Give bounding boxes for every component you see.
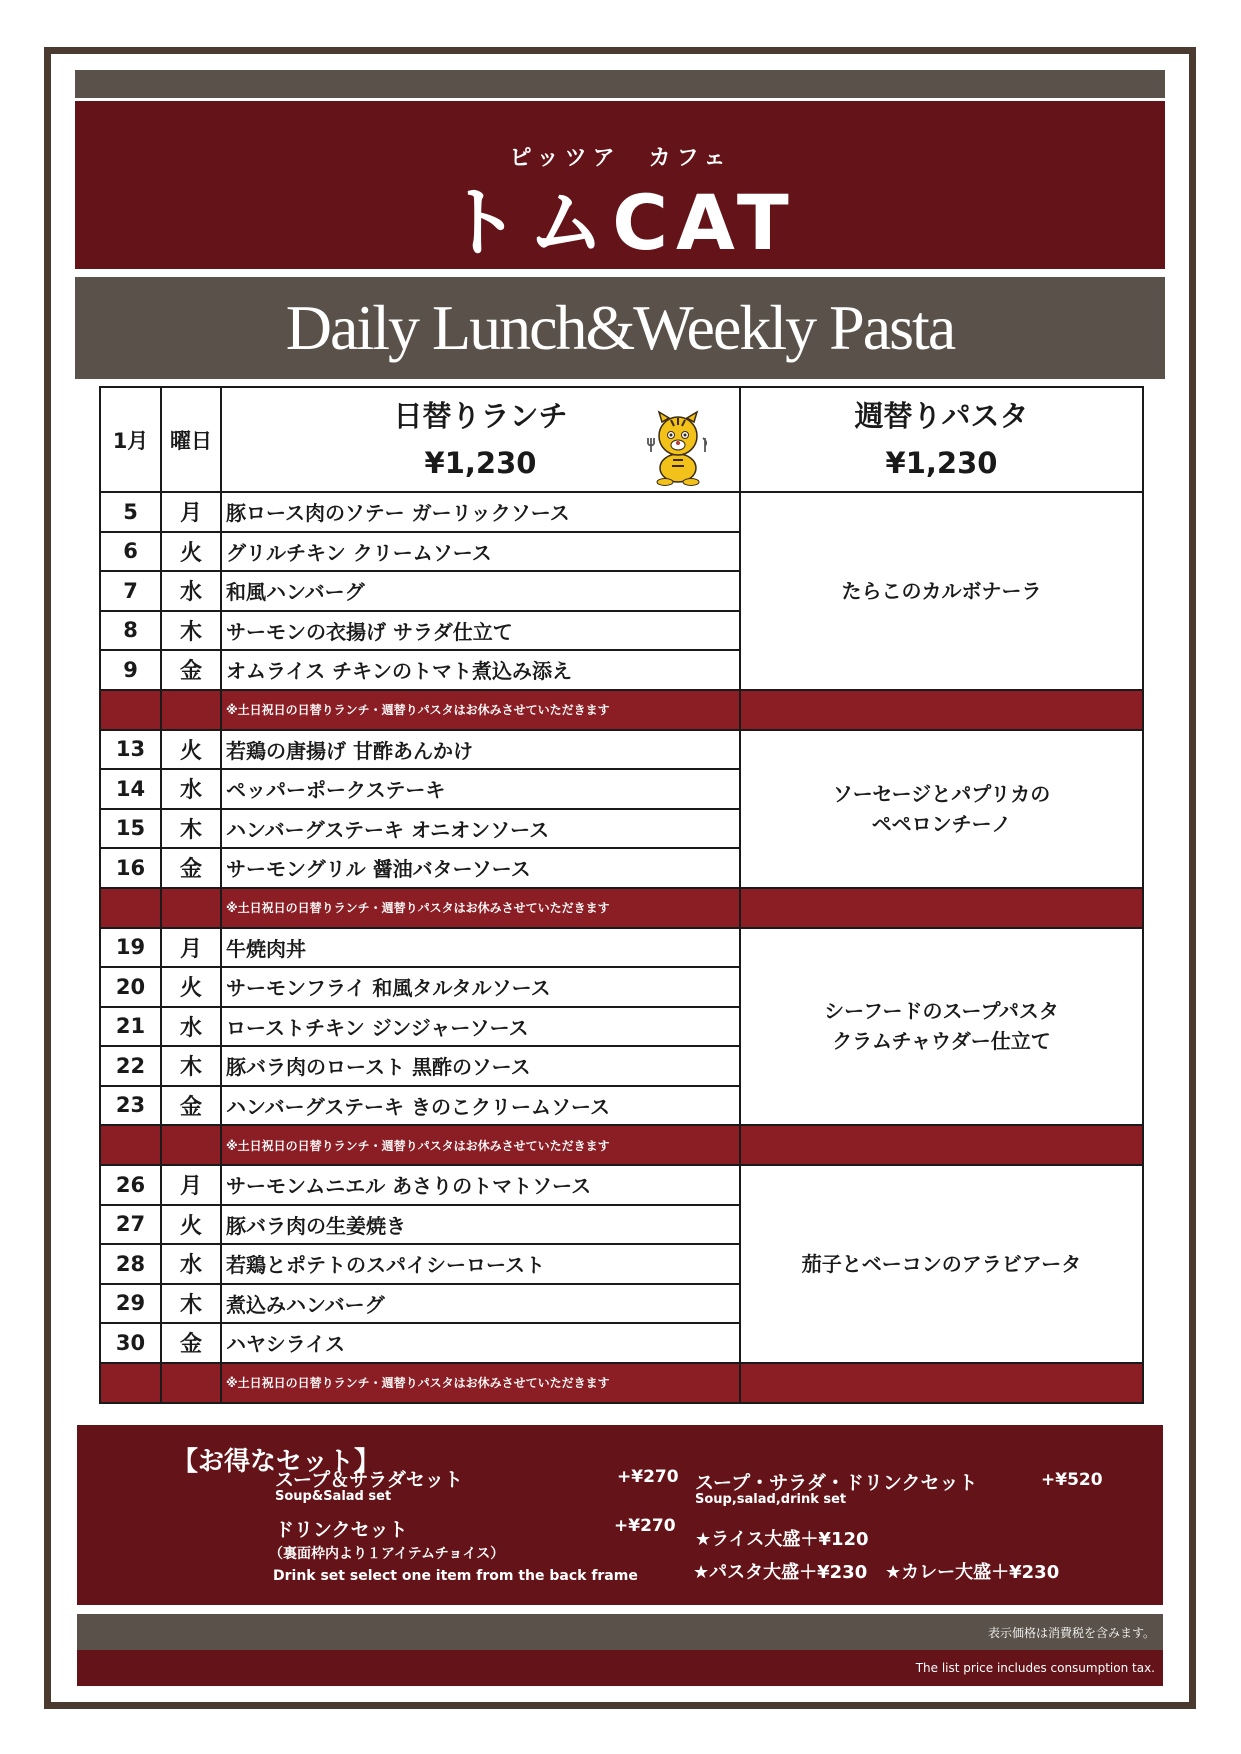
day-number: 9: [100, 650, 161, 690]
lunch-dish: ハンバーグステーキ きのこクリームソース: [221, 1086, 740, 1126]
day-number: 14: [100, 769, 161, 809]
shop-subtitle: ピッツア カフェ: [509, 146, 732, 171]
weekday: 水: [161, 1007, 221, 1047]
weekday: 火: [161, 967, 221, 1007]
weekday: 月: [161, 492, 221, 532]
pasta-header: [740, 387, 1143, 492]
closed-note: ※土日祝日の日替りランチ・週替りパスタはお休みさせていただきます: [221, 1125, 740, 1165]
lunch-dish: 牛焼肉丼: [221, 928, 740, 968]
day-number: 30: [100, 1323, 161, 1363]
all-set-en: Soup,salad,drink set: [695, 1492, 847, 1507]
closed-note-row: [100, 888, 1143, 928]
closed-note-cell: [100, 1363, 161, 1403]
closed-note: ※土日祝日の日替りランチ・週替りパスタはお休みさせていただきます: [221, 690, 740, 730]
closed-note-cell: [161, 1125, 221, 1165]
soup-salad-set: スープ＆サラダセット: [275, 1469, 463, 1491]
weekly-pasta: [740, 730, 1143, 888]
shop-name: トムCAT: [444, 178, 797, 267]
closed-note-cell: [100, 1125, 161, 1165]
curry-large-option: ★カレー大盛＋¥230: [885, 1562, 1060, 1583]
weekly-pasta-line: ソーセージとパプリカの: [832, 781, 1051, 806]
pasta-title: 週替りパスタ: [854, 398, 1029, 433]
weekly-pasta-line: シーフードのスープパスタ: [824, 999, 1059, 1024]
pasta-price: ¥1,230: [885, 445, 998, 480]
weekday-header: 曜日: [161, 387, 221, 492]
tax-note-en: The list price includes consumption tax.: [915, 1661, 1155, 1675]
closed-note-cell: [740, 888, 1143, 928]
weekly-pasta-line: クラムチャウダー仕立て: [832, 1029, 1051, 1054]
lunch-price: ¥1,230: [424, 445, 537, 480]
closed-note-cell: [161, 690, 221, 730]
table-row: [100, 492, 1143, 532]
weekly-pasta-line: 茄子とベーコンのアラビアータ: [801, 1251, 1082, 1276]
drink-set-note: （裏面枠内より１アイテムチョイス）: [269, 1546, 505, 1562]
day-number: 26: [100, 1165, 161, 1205]
closed-note-cell: [100, 888, 161, 928]
tiger-mascot-icon: [645, 408, 711, 486]
set-menu-panel: [77, 1425, 1163, 1605]
lunch-dish: サーモンの衣揚げ サラダ仕立て: [221, 611, 740, 651]
weekday: 水: [161, 769, 221, 809]
lunch-dish: オムライス チキンのトマト煮込み添え: [221, 650, 740, 690]
rice-large-option: ★ライス大盛＋¥120: [695, 1529, 869, 1550]
closed-note-cell: [161, 888, 221, 928]
lunch-dish: ローストチキン ジンジャーソース: [221, 1007, 740, 1047]
drink-set-price: +¥270: [614, 1516, 676, 1536]
closed-note-cell: [100, 690, 161, 730]
weekday: 月: [161, 1165, 221, 1205]
day-number: 23: [100, 1086, 161, 1126]
day-number: 28: [100, 1244, 161, 1284]
day-number: 5: [100, 492, 161, 532]
lunch-dish: 煮込みハンバーグ: [221, 1284, 740, 1324]
weekday: 木: [161, 611, 221, 651]
weekly-pasta-line: ペペロンチーノ: [871, 811, 1012, 836]
closed-note-row: [100, 1363, 1143, 1403]
table-row: [100, 730, 1143, 770]
lunch-dish: ハヤシライス: [221, 1323, 740, 1363]
day-number: 6: [100, 532, 161, 572]
weekday: 火: [161, 532, 221, 572]
lunch-dish: 若鶏とポテトのスパイシーロースト: [221, 1244, 740, 1284]
drink-set: ドリンクセット: [275, 1519, 408, 1541]
all-set-price: +¥520: [1041, 1470, 1103, 1490]
top-grey-band: [75, 70, 1165, 98]
lunch-dish: サーモングリル 醤油バターソース: [221, 848, 740, 888]
day-number: 20: [100, 967, 161, 1007]
closed-note-cell: [740, 690, 1143, 730]
day-number: 13: [100, 730, 161, 770]
set-heading: 【お得なセット】: [172, 1447, 381, 1477]
day-number: 29: [100, 1284, 161, 1324]
pasta-large-option: ★パスタ大盛＋¥230: [693, 1562, 868, 1583]
lunch-dish: サーモンフライ 和風タルタルソース: [221, 967, 740, 1007]
weekly-pasta: [740, 1165, 1143, 1363]
table-row: [100, 1165, 1143, 1205]
menu-body: [100, 492, 1143, 1403]
closed-note-cell: [740, 1125, 1143, 1165]
closed-note-row: [100, 1125, 1143, 1165]
day-number: 21: [100, 1007, 161, 1047]
closed-note-cell: [161, 1363, 221, 1403]
weekday: 木: [161, 1046, 221, 1086]
weekday: 火: [161, 730, 221, 770]
weekday: 金: [161, 1323, 221, 1363]
lunch-dish: 若鶏の唐揚げ 甘酢あんかけ: [221, 730, 740, 770]
weekday: 金: [161, 1086, 221, 1126]
lunch-dish: 和風ハンバーグ: [221, 571, 740, 611]
all-set: スープ・サラダ・ドリンクセット: [695, 1472, 978, 1494]
lunch-dish: グリルチキン クリームソース: [221, 532, 740, 572]
lunch-title: 日替りランチ: [393, 398, 568, 433]
menu-table: [99, 386, 1144, 1404]
table-row: [100, 928, 1143, 968]
day-number: 8: [100, 611, 161, 651]
closed-note-row: [100, 690, 1143, 730]
weekly-pasta: [740, 492, 1143, 690]
page-title: Daily Lunch&Weekly Pasta: [75, 277, 1165, 379]
day-number: 22: [100, 1046, 161, 1086]
lunch-dish: ペッパーポークステーキ: [221, 769, 740, 809]
closed-note-cell: [740, 1363, 1143, 1403]
drink-set-en: Drink set select one item from the back frame: [273, 1568, 638, 1584]
lunch-dish: 豚ロース肉のソテー ガーリックソース: [221, 492, 740, 532]
lunch-dish: 豚バラ肉のロースト 黒酢のソース: [221, 1046, 740, 1086]
weekday: 火: [161, 1205, 221, 1245]
weekday: 木: [161, 809, 221, 849]
weekday: 月: [161, 928, 221, 968]
footer-red-band: [77, 1650, 1163, 1686]
day-number: 7: [100, 571, 161, 611]
soup-salad-set-en: Soup&Salad set: [275, 1489, 392, 1504]
weekday: 水: [161, 571, 221, 611]
weekday: 水: [161, 1244, 221, 1284]
day-number: 16: [100, 848, 161, 888]
weekday: 金: [161, 650, 221, 690]
weekly-pasta: [740, 928, 1143, 1126]
day-number: 27: [100, 1205, 161, 1245]
closed-note: ※土日祝日の日替りランチ・週替りパスタはお休みさせていただきます: [221, 888, 740, 928]
footer-grey-band: [77, 1614, 1163, 1650]
lunch-dish: ハンバーグステーキ オニオンソース: [221, 809, 740, 849]
lunch-header: [221, 387, 740, 492]
soup-salad-price: +¥270: [617, 1467, 679, 1487]
weekly-pasta-line: たらこのカルボナーラ: [841, 578, 1042, 603]
month-header: 1月: [100, 387, 161, 492]
tax-note-jp: 表示価格は消費税を含みます。: [987, 1626, 1155, 1640]
weekday: 木: [161, 1284, 221, 1324]
day-number: 15: [100, 809, 161, 849]
day-number: 19: [100, 928, 161, 968]
lunch-dish: サーモンムニエル あさりのトマトソース: [221, 1165, 740, 1205]
lunch-dish: 豚バラ肉の生姜焼き: [221, 1205, 740, 1245]
closed-note: ※土日祝日の日替りランチ・週替りパスタはお休みさせていただきます: [221, 1363, 740, 1403]
weekday: 金: [161, 848, 221, 888]
